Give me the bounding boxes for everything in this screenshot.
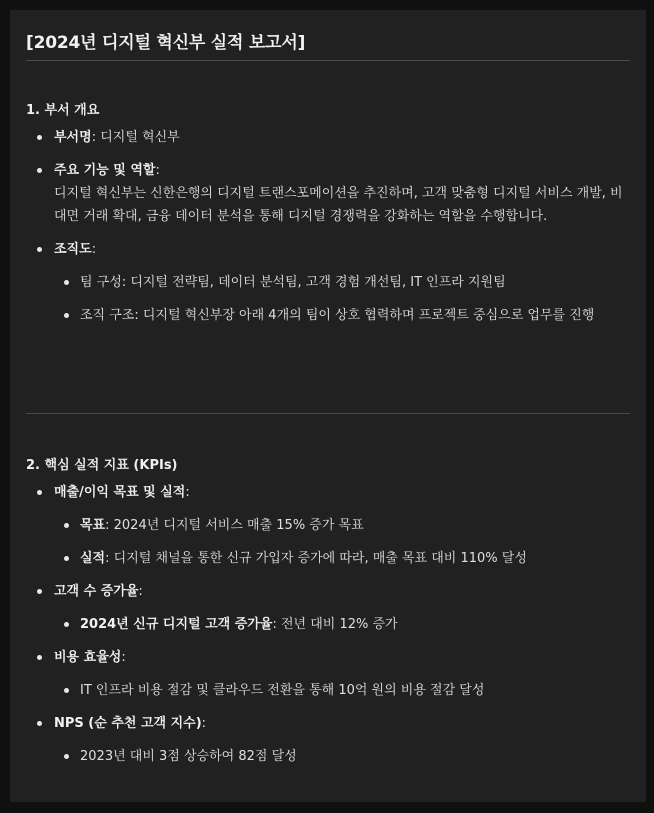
list-item-org-chart bbox=[26, 238, 630, 327]
item-label: 2024년 신규 디지털 고객 증가율 bbox=[80, 617, 273, 632]
roles-description: 디지털 혁신부는 신한은행의 디지털 트랜스포메이션을 추진하며, 고객 맞춤형 디지털 서비스 개발, 비대면 거래 확대, 금융 데이터 분석을 통해 디지털 경쟁력을 강화하는 역할을 수행합니다. bbox=[54, 186, 623, 224]
item-colon: : bbox=[155, 163, 160, 178]
overview-list bbox=[26, 126, 630, 327]
title-divider bbox=[26, 60, 630, 61]
item-value: : 디지털 혁신부 bbox=[91, 130, 180, 145]
sub-list-item: IT 인프라 비용 절감 및 클라우드 전환을 통해 10억 원의 비용 절감 달성 bbox=[54, 679, 630, 702]
item-label: 목표 bbox=[80, 518, 106, 533]
sub-list-item: 팀 구성: 디지털 전략팀, 데이터 분석팀, 고객 경험 개선팀, IT 인프라 지원팀 bbox=[54, 271, 630, 294]
nps-sublist bbox=[54, 745, 630, 768]
section-kpis bbox=[26, 455, 630, 778]
sub-list-item-new-customers bbox=[54, 613, 630, 636]
list-item-cost-efficiency bbox=[26, 646, 630, 702]
item-colon: : bbox=[185, 485, 190, 500]
item-label: 고객 수 증가율 bbox=[54, 584, 139, 599]
list-item-customer-growth bbox=[26, 580, 630, 636]
item-label: NPS (순 추천 고객 지수) bbox=[54, 716, 202, 731]
section-heading: 1. 부서 개요 bbox=[26, 103, 100, 118]
item-colon: : bbox=[201, 716, 207, 731]
list-item-nps bbox=[26, 712, 630, 768]
sub-list-item-goal bbox=[54, 514, 630, 537]
customer-sublist bbox=[54, 613, 630, 636]
item-value: : 전년 대비 12% 증가 bbox=[272, 617, 398, 632]
section-department-overview bbox=[26, 100, 630, 337]
item-colon: : bbox=[121, 650, 126, 665]
report-panel bbox=[10, 10, 646, 802]
sub-list-item: 2023년 대비 3점 상승하여 82점 달성 bbox=[54, 745, 630, 768]
list-item-dept-name bbox=[26, 126, 630, 149]
list-item-roles bbox=[26, 159, 630, 228]
sub-list-item: 조직 구조: 디지털 혁신부장 아래 4개의 팀이 상호 협력하며 프로젝트 중심으로 업무를 진행 bbox=[54, 304, 630, 327]
item-label: 조직도 bbox=[54, 242, 92, 257]
item-label: 실적 bbox=[80, 551, 106, 566]
org-sublist bbox=[54, 271, 630, 327]
item-label: 부서명 bbox=[54, 130, 92, 145]
item-label: 주요 기능 및 역할 bbox=[54, 163, 156, 178]
revenue-sublist bbox=[54, 514, 630, 570]
section-divider bbox=[26, 413, 630, 414]
item-value: : 디지털 채널을 통한 신규 가입자 증가에 따라, 매출 목표 대비 110% 달성 bbox=[105, 551, 527, 566]
report-title: [2024년 디지털 혁신부 실적 보고서] bbox=[26, 33, 306, 53]
item-label: 비용 효율성 bbox=[54, 650, 122, 665]
section-heading: 2. 핵심 실적 지표 (KPIs) bbox=[26, 458, 178, 473]
item-label: 매출/이익 목표 및 실적 bbox=[54, 485, 186, 500]
cost-sublist bbox=[54, 679, 630, 702]
item-value: : 2024년 디지털 서비스 매출 15% 증가 목표 bbox=[105, 518, 364, 533]
item-colon: : bbox=[91, 242, 97, 257]
item-colon: : bbox=[138, 584, 143, 599]
list-item-revenue bbox=[26, 481, 630, 570]
kpi-list bbox=[26, 481, 630, 768]
sub-list-item-result bbox=[54, 547, 630, 570]
